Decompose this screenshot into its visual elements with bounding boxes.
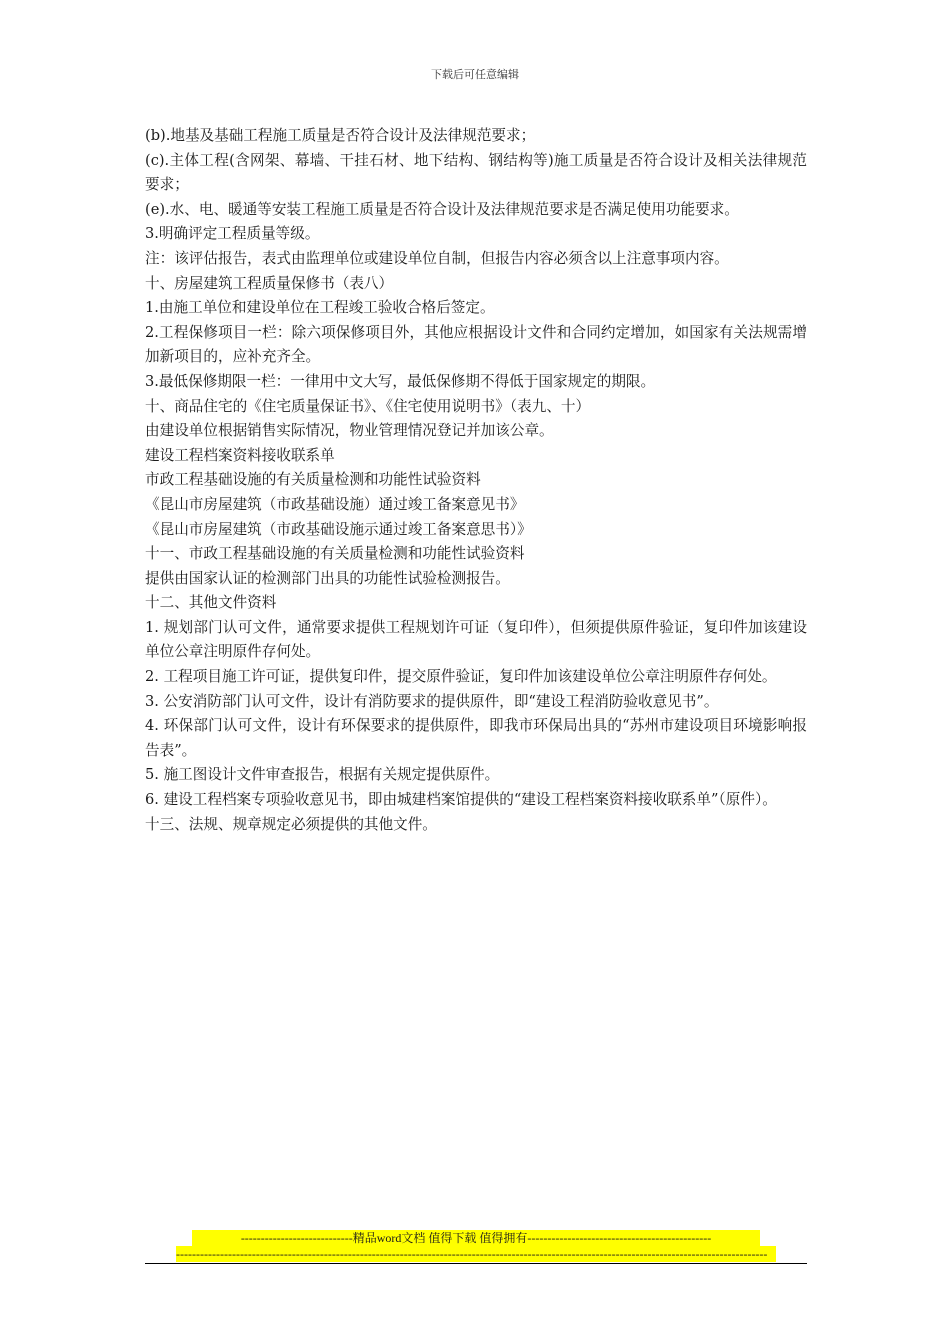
paragraph: 4. 环保部门认可文件，设计有环保要求的提供原件，即我市环保局出具的“苏州市建设项目环境影响报告表”。	[145, 717, 807, 759]
section-heading: 十一、市政工程基础设施的有关质量检测和功能性试验资料	[145, 545, 525, 563]
footer-dash-line: ----------------------------------------------------------------------------------------------------------------------------------------------------	[176, 1246, 776, 1262]
paragraph: 3. 公安消防部门认可文件，设计有消防要求的提供原件，即“建设工程消防验收意见书”。	[145, 692, 719, 710]
paragraph: (b).地基及基础工程施工质量是否符合设计及法律规范要求；	[145, 127, 536, 144]
paragraph: 《昆山市房屋建筑（市政基础设施示通过竣工备案意思书）》	[145, 520, 532, 538]
paragraph: 《昆山市房屋建筑（市政基础设施）通过竣工备案意见书》	[145, 495, 525, 513]
section-heading: 十、房屋建筑工程质量保修书（表八）	[145, 274, 394, 292]
page-header: 下载后可任意编辑	[431, 68, 519, 81]
section-heading: 十三、法规、规章规定必须提供的其他文件。	[145, 815, 437, 833]
paragraph: 6. 建设工程档案专项验收意见书，即由城建档案馆提供的“建设工程档案资料接收联系单”（原件）。	[145, 791, 777, 809]
paragraph: 3.最低保修期限一栏：一律用中文大写，最低保修期不得低于国家规定的期限。	[145, 372, 656, 390]
document-body	[145, 124, 807, 837]
section-heading: 十二、其他文件资料	[145, 594, 277, 612]
paragraph: 1.由施工单位和建设单位在工程竣工验收合格后签定。	[145, 299, 495, 317]
footer-divider	[145, 1263, 807, 1264]
paragraph: 注：该评估报告，表式由监理单位或建设单位自制，但报告内容必须含以上注意事项内容。	[145, 249, 729, 267]
section-heading: 十、商品住宅的《住宅质量保证书》、《住宅使用说明书》（表九、十）	[145, 397, 591, 415]
paragraph: 建设工程档案资料接收联系单	[145, 446, 335, 464]
paragraph: 1. 规划部门认可文件，通常要求提供工程规划许可证（复印件），但须提供原件验证，复印件加该建设单位公章注明原件存何处。	[145, 618, 807, 661]
paragraph: 5. 施工图设计文件审查报告，根据有关规定提供原件。	[145, 766, 500, 784]
paragraph: 2.工程保修项目一栏：除六项保修项目外，其他应根据设计文件和合同约定增加，如国家有关法规需增加新项目的，应补充齐全。	[145, 323, 807, 366]
paragraph: (c).主体工程(含网架、幕墙、干挂石材、地下结构、钢结构等)施工质量是否符合设计及相关法律规范要求；	[145, 151, 807, 194]
paragraph: 2. 工程项目施工许可证，提供复印件，提交原件验证，复印件加该建设单位公章注明原件存何处。	[145, 668, 777, 686]
paragraph: 市政工程基础设施的有关质量检测和功能性试验资料	[145, 471, 481, 489]
paragraph: 提供由国家认证的检测部门出具的功能性试验检测报告。	[145, 569, 510, 587]
paragraph: (e).水、电、暖通等安装工程施工质量是否符合设计及法律规范要求是否满足使用功能要求。	[145, 200, 739, 218]
footer-banner-line: ----------------------------精品word文档 值得下载 值得拥有----------------------------------------------	[192, 1230, 760, 1246]
paragraph: 3.明确评定工程质量等级。	[145, 225, 320, 243]
paragraph: 由建设单位根据销售实际情况，物业管理情况登记并加该公章。	[145, 422, 554, 440]
